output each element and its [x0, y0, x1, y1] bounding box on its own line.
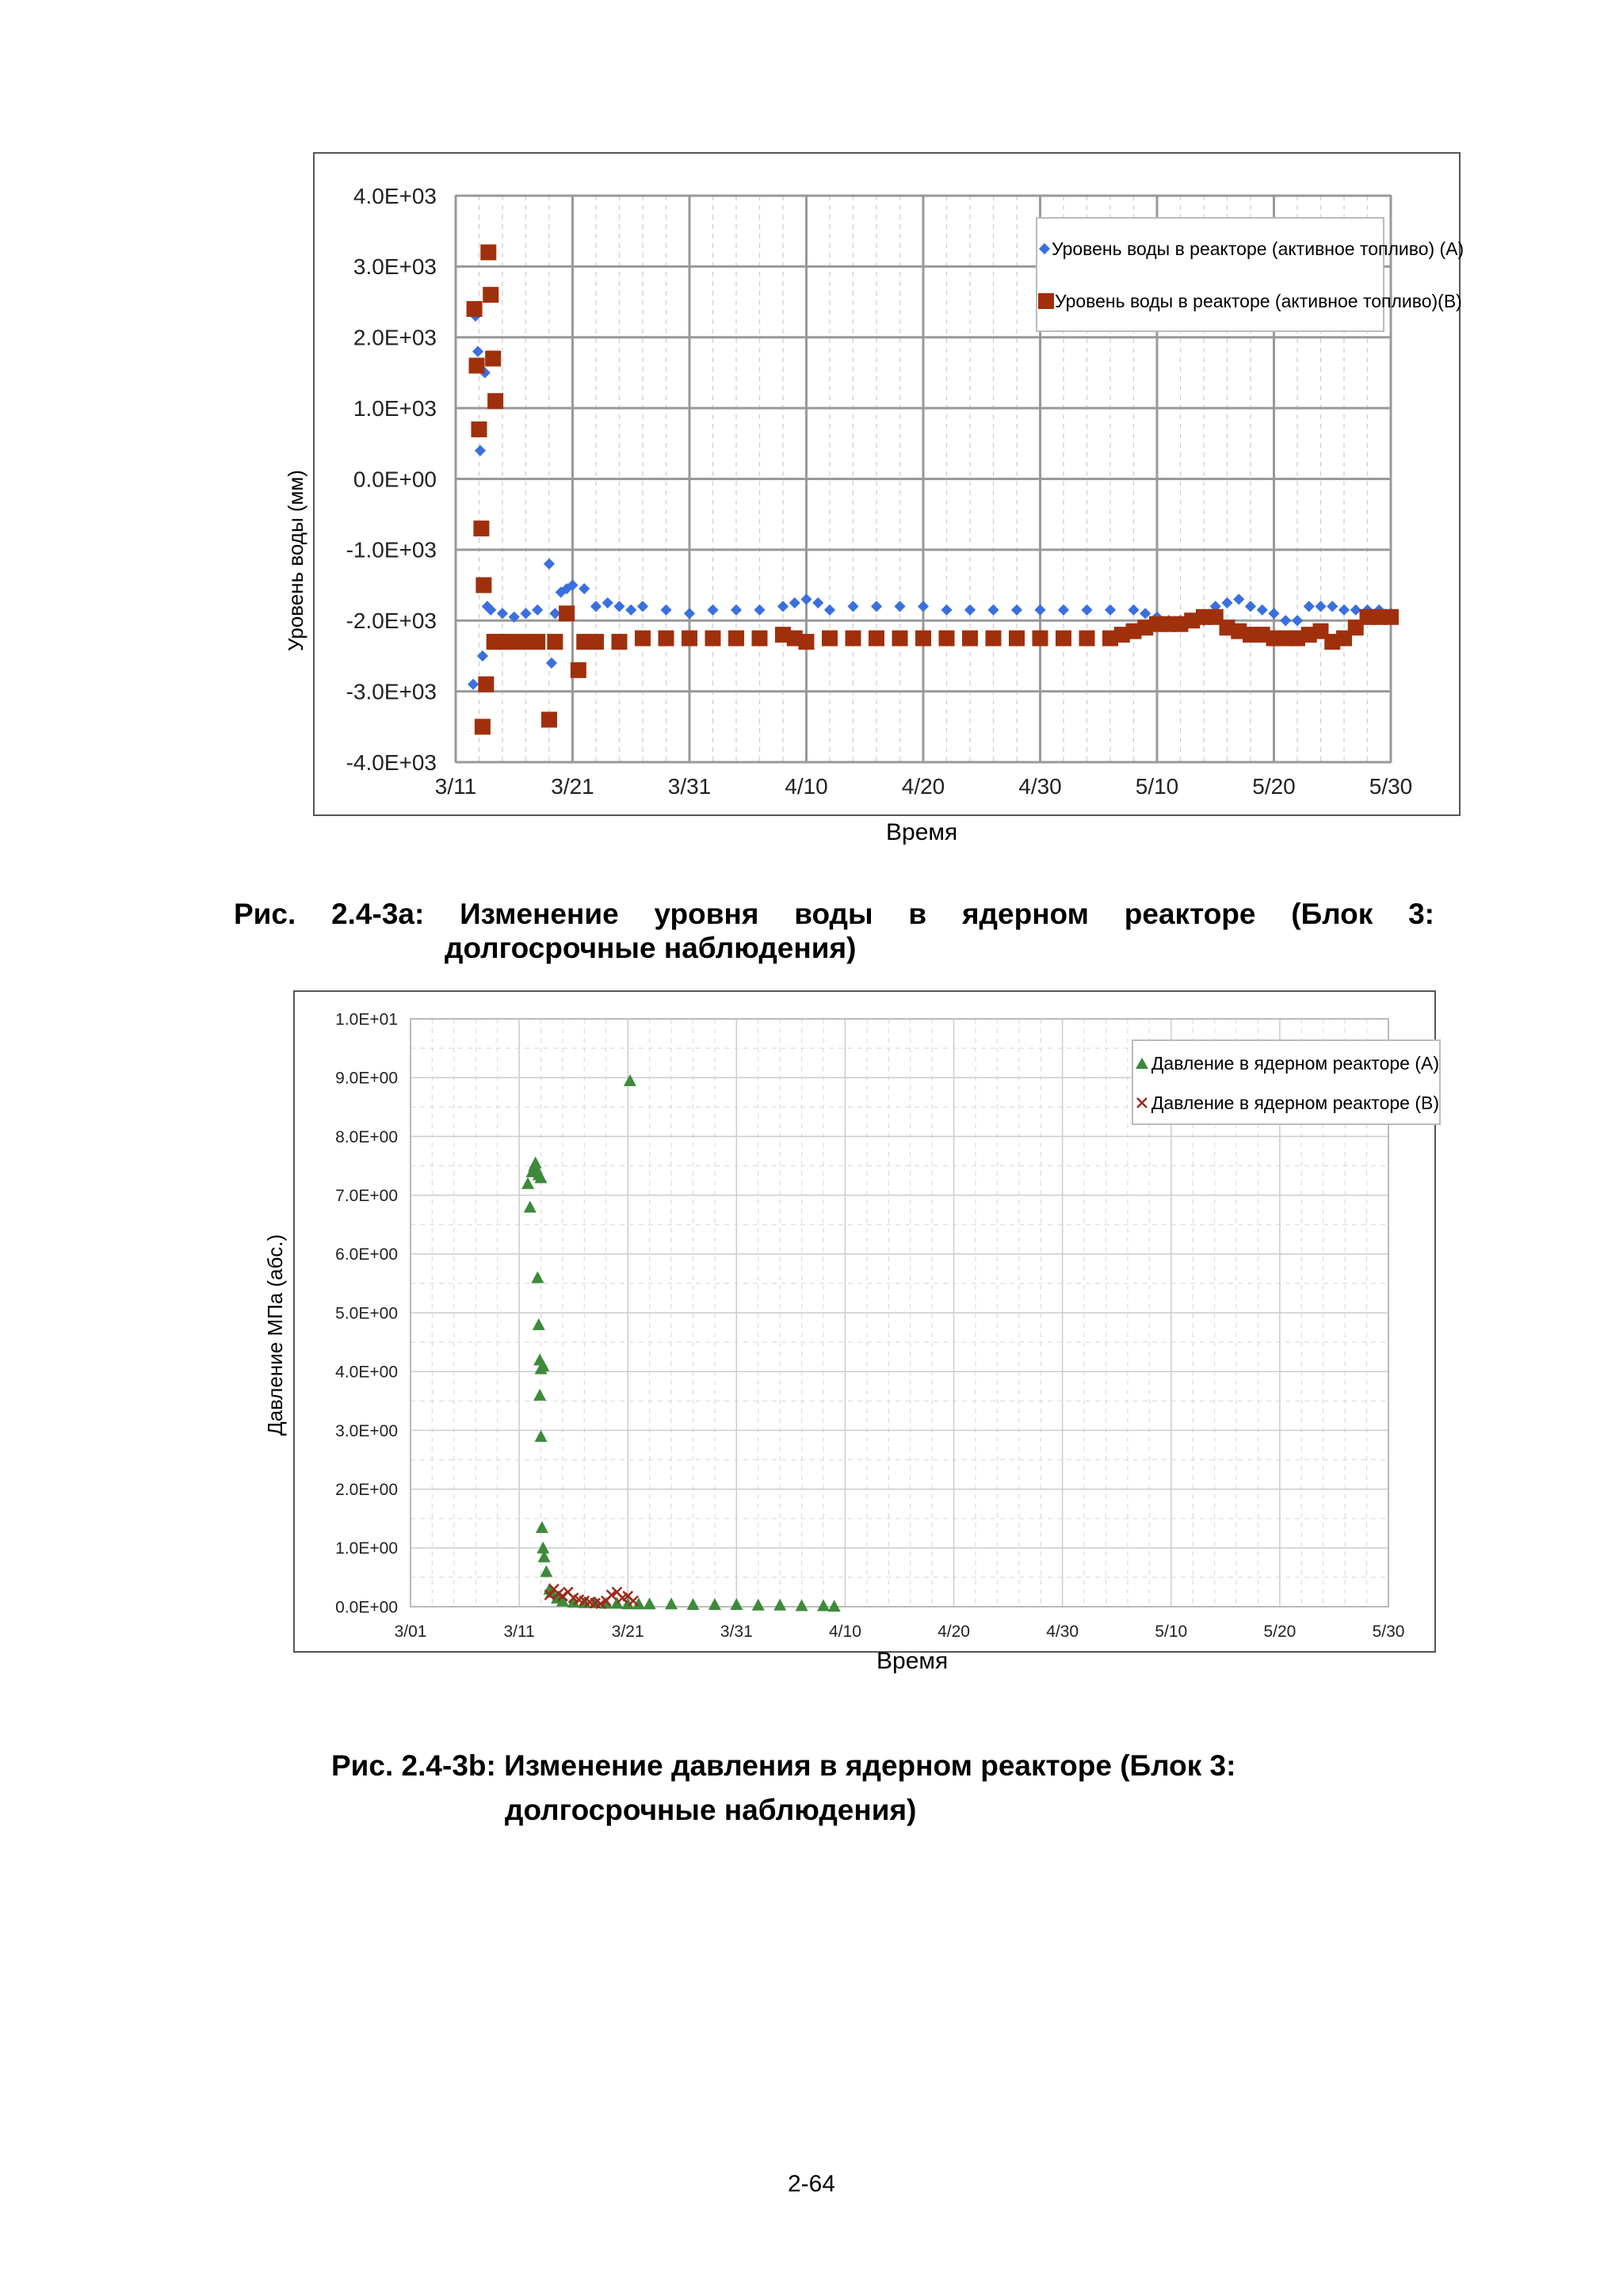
page-number: 2-64 — [787, 2171, 836, 2197]
data-point — [1058, 605, 1069, 616]
data-point — [535, 1430, 548, 1442]
data-point — [659, 631, 674, 646]
x-tick-label: 3/31 — [667, 774, 712, 799]
caption-a-word-0: Изменение — [460, 898, 619, 930]
caption-a-label: Рис. — [234, 898, 296, 930]
data-point — [686, 1598, 699, 1610]
data-point — [705, 631, 721, 646]
data-point — [1338, 605, 1350, 616]
caption-a-line1 — [234, 898, 1434, 931]
data-point — [602, 597, 613, 608]
data-point — [612, 634, 628, 650]
x-tick-label: 5/30 — [1369, 774, 1413, 799]
data-point — [986, 631, 1002, 646]
data-point — [918, 601, 929, 612]
y-tick-label: -1.0E+03 — [346, 537, 437, 563]
data-point — [473, 521, 489, 536]
data-point — [579, 583, 590, 594]
data-point — [824, 605, 835, 616]
x-tick-label: 5/10 — [1135, 774, 1179, 799]
y-tick-label: 1.0E+00 — [335, 1539, 398, 1558]
data-point — [529, 1157, 542, 1169]
data-point — [483, 287, 498, 303]
data-point — [533, 1389, 546, 1401]
data-point — [1009, 631, 1025, 646]
x-marker-icon — [1133, 1096, 1151, 1110]
data-point — [846, 631, 861, 646]
data-point — [547, 634, 563, 650]
data-point — [660, 605, 671, 616]
data-point — [682, 631, 697, 646]
data-point — [625, 605, 636, 616]
data-point — [487, 393, 503, 409]
x-tick-label: 5/20 — [1263, 1623, 1296, 1641]
chart-b-xlabel: Время — [876, 1648, 949, 1674]
chart-a-legend — [1036, 217, 1465, 332]
caption-a-number: 2.4-3a: — [331, 898, 425, 930]
data-point — [777, 601, 789, 612]
y-tick-label: 0.0E+00 — [335, 1598, 398, 1617]
x-tick-label: 5/20 — [1252, 774, 1296, 799]
x-tick-label: 3/21 — [611, 1623, 644, 1641]
data-point — [1105, 605, 1116, 616]
y-tick-label: -2.0E+03 — [346, 608, 437, 634]
x-tick-label: 5/10 — [1155, 1623, 1188, 1641]
data-point — [869, 631, 884, 646]
data-point — [613, 601, 624, 612]
data-point — [871, 601, 882, 612]
data-point — [1383, 609, 1399, 625]
data-point — [789, 597, 800, 608]
x-tick-label: 3/01 — [394, 1623, 427, 1641]
x-tick-label: 3/11 — [503, 1623, 535, 1641]
chart-a-legend-label-a: Уровень воды в реакторе (активное топливо) (A) — [1052, 238, 1465, 259]
data-point — [521, 1177, 534, 1189]
chart-a-legend-item-a — [1037, 233, 1465, 265]
data-point — [1268, 608, 1279, 619]
x-tick-label: 4/20 — [938, 1623, 970, 1641]
x-tick-label: 3/21 — [551, 774, 594, 799]
data-point — [799, 634, 815, 650]
data-point — [1233, 593, 1244, 605]
data-point — [728, 631, 744, 646]
data-point — [964, 605, 976, 616]
square-marker-icon — [1037, 292, 1055, 310]
caption-a-word-1: уровня — [654, 898, 759, 930]
chart-a-xlabel: Время — [886, 819, 958, 845]
chart-a-legend-label-b: Уровень воды в реакторе (активное топливо)(B) — [1055, 290, 1462, 311]
data-point — [941, 605, 952, 616]
data-point — [472, 346, 483, 357]
chart-b-legend-item-b — [1133, 1087, 1439, 1119]
x-tick-label: 3/31 — [720, 1623, 753, 1641]
data-point — [628, 1596, 638, 1606]
data-point — [472, 421, 487, 437]
caption-a-word-3: в — [908, 898, 927, 930]
data-point — [817, 1600, 830, 1611]
data-point — [643, 1597, 656, 1609]
series-0 — [521, 1074, 841, 1611]
caption-a-line2: долгосрочные наблюдения) — [445, 932, 857, 964]
data-point — [475, 445, 486, 456]
x-tick-label: 4/30 — [1046, 1623, 1079, 1641]
data-point — [752, 1599, 765, 1611]
x-tick-label: 5/30 — [1372, 1623, 1405, 1641]
data-point — [571, 662, 586, 678]
data-point — [1221, 597, 1232, 608]
y-tick-label: 4.0E+00 — [335, 1363, 398, 1382]
data-point — [635, 631, 651, 646]
data-point — [536, 1521, 548, 1533]
data-point — [1304, 601, 1315, 612]
data-point — [754, 605, 765, 616]
y-tick-label: 1.0E+01 — [335, 1010, 398, 1029]
data-point — [588, 634, 604, 650]
data-point — [730, 1598, 743, 1610]
chart-b-frame — [293, 990, 1439, 1653]
chart-a-ylabel: Уровень воды (мм) — [284, 470, 307, 651]
data-point — [559, 605, 575, 621]
chart-a-legend-item-b — [1037, 285, 1462, 317]
chart-a-frame — [313, 152, 1465, 816]
triangle-marker-icon — [1133, 1057, 1151, 1070]
data-point — [477, 650, 488, 662]
diamond-marker-icon — [1037, 242, 1052, 256]
y-tick-label: 4.0E+03 — [353, 183, 437, 208]
y-tick-label: -4.0E+03 — [346, 749, 437, 775]
y-tick-label: 3.0E+00 — [335, 1421, 398, 1440]
data-point — [707, 605, 718, 616]
data-point — [497, 608, 508, 619]
data-point — [828, 1600, 841, 1611]
data-point — [892, 631, 908, 646]
caption-a-word-6: (Блок — [1291, 898, 1373, 930]
data-point — [529, 634, 545, 650]
data-point — [544, 559, 555, 570]
y-tick-label: 2.0E+03 — [353, 325, 437, 350]
data-point — [1292, 615, 1303, 626]
data-point — [475, 719, 491, 734]
data-point — [546, 658, 557, 669]
x-tick-label: 4/10 — [829, 1623, 861, 1641]
data-point — [1327, 601, 1338, 612]
data-point — [708, 1598, 721, 1610]
chart-b-legend-label-b: Давление в ядерном реакторе (B) — [1151, 1092, 1439, 1113]
data-point — [847, 601, 858, 612]
caption-a-word-4: ядерном — [961, 898, 1090, 930]
data-point — [796, 1600, 808, 1611]
data-point — [524, 1200, 537, 1212]
x-tick-label: 4/30 — [1018, 774, 1062, 799]
data-point — [1034, 605, 1045, 616]
y-tick-label: 2.0E+00 — [335, 1480, 398, 1499]
y-tick-label: 9.0E+00 — [335, 1069, 398, 1088]
data-point — [987, 605, 999, 616]
data-point — [541, 711, 557, 727]
data-point — [684, 608, 695, 619]
data-point — [475, 578, 491, 593]
data-point — [1315, 601, 1326, 612]
data-point — [665, 1597, 678, 1609]
data-point — [962, 631, 978, 646]
chart-b-ylabel: Давление МПа (абс.) — [263, 1234, 287, 1436]
caption-a-word-7: 3: — [1408, 898, 1434, 930]
data-point — [637, 601, 648, 612]
chart-b-legend-label-a: Давление в ядерном реакторе (A) — [1151, 1052, 1439, 1074]
data-point — [1081, 605, 1092, 616]
data-point — [1257, 605, 1268, 616]
y-tick-label: 1.0E+03 — [353, 395, 437, 421]
data-point — [731, 605, 742, 616]
data-point — [533, 1318, 545, 1330]
x-tick-label: 3/11 — [434, 774, 477, 799]
data-point — [480, 245, 496, 261]
data-point — [752, 631, 768, 646]
data-point — [894, 601, 905, 612]
caption-a-word-2: воды — [794, 898, 873, 930]
chart-b-legend-item-a — [1133, 1047, 1439, 1079]
data-point — [532, 605, 543, 616]
data-point — [915, 631, 931, 646]
data-point — [467, 301, 483, 317]
x-tick-label: 4/10 — [785, 774, 828, 799]
data-point — [624, 1074, 636, 1086]
chart-b-legend — [1132, 1039, 1441, 1125]
data-point — [822, 631, 838, 646]
y-tick-label: 5.0E+00 — [335, 1304, 398, 1323]
data-point — [812, 597, 823, 608]
x-tick-label: 4/20 — [901, 774, 945, 799]
y-tick-label: 8.0E+00 — [335, 1127, 398, 1146]
data-point — [478, 677, 494, 692]
y-tick-label: 7.0E+00 — [335, 1186, 398, 1205]
data-point — [939, 631, 955, 646]
data-point — [485, 351, 501, 367]
data-point — [468, 679, 479, 690]
y-tick-label: 6.0E+00 — [335, 1245, 398, 1264]
data-point — [1280, 615, 1291, 626]
data-point — [1079, 631, 1095, 646]
y-tick-label: 3.0E+03 — [353, 254, 437, 280]
caption-b-line2: долгосрочные наблюдения) — [505, 1794, 917, 1826]
data-point — [531, 1271, 544, 1283]
data-point — [520, 608, 531, 619]
data-point — [1033, 631, 1048, 646]
data-point — [773, 1599, 786, 1611]
data-point — [1128, 605, 1139, 616]
data-point — [1011, 605, 1022, 616]
data-point — [1245, 601, 1256, 612]
y-tick-label: -3.0E+03 — [346, 679, 437, 704]
caption-a-word-5: реакторе — [1124, 898, 1256, 930]
y-tick-label: 0.0E+00 — [353, 467, 437, 492]
caption-b-line1: Рис. 2.4-3b: Изменение давления в ядерном реакторе (Блок 3: — [331, 1749, 1236, 1782]
data-point — [590, 601, 601, 612]
data-point — [540, 1565, 552, 1577]
data-point — [469, 358, 485, 374]
data-point — [1056, 631, 1071, 646]
data-point — [800, 593, 812, 605]
